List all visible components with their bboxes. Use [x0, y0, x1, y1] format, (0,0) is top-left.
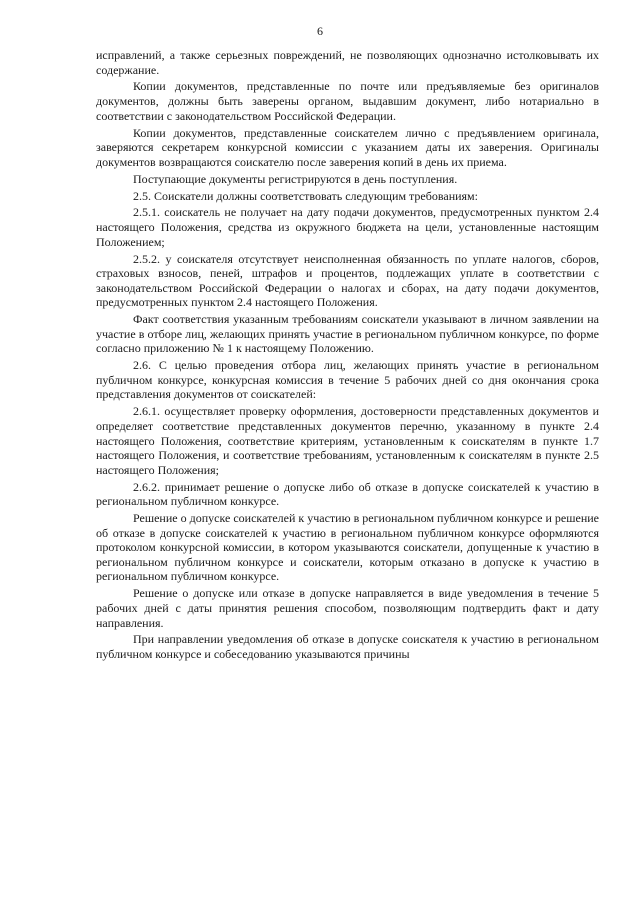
paragraph-registration: Поступающие документы регистрируются в день поступления. — [133, 171, 458, 186]
paragraph-compliance-fact: Факт соответствия указанным требованиям соискатели указывают в личном заявлении на участие в отборе лиц, желающих принять участие в региональном публичном конкурсе, по форме согласно приложению № 1 к настоящему Положению. — [96, 312, 599, 356]
paragraph-continuation: исправлений, а также серьезных повреждений, не позволяющих однозначно истолковывать их содержание. — [96, 48, 599, 77]
paragraph-decision-protocol: Решение о допуске соискателей к участию в региональном публичном конкурсе и решение об отказе в допуске соискателей к участию в региональном публичном конкурсе оформляются протоколом конкурсной комиссии, в котором указываются соискатели, допущенные к участию в региональном публичном конкурсе и соискатели, которым отказано в допуске к участию в региональном публичном конкурсе. — [96, 511, 599, 584]
paragraph-mail-copies: Копии документов, представленные по почте или предъявляемые без оригиналов документов, должны быть заверены органом, выдавшим документ, либо нотариально в соответствии с законодательством Российской Федерации. — [96, 79, 599, 123]
paragraph-personal-copies: Копии документов, представленные соискателем лично с предъявлением оригинала, заверяются секретарем конкурсной комиссии с указанием даты их заверения. Оригиналы документов возвращаются соискателю после заверения копий в день их приема. — [96, 125, 599, 169]
paragraph-notification: Решение о допуске или отказе в допуске направляется в виде уведомления в течение 5 рабочих дней с даты принятия решения способом, позволяющим подтвердить факт и дату направления. — [96, 586, 599, 630]
document-body — [96, 48, 599, 664]
paragraph-2-5-2: 2.5.2. у соискателя отсутствует неисполненная обязанность по уплате налогов, сборов, страховых взносов, пеней, штрафов и процентов, подлежащих уплате в соответствии с законодательством Российской Федерации о налогах и сборах, на дату подачи документов, предусмотренных пунктом 2.4 настоящего Положения. — [96, 251, 599, 310]
paragraph-2-5: 2.5. Соискатели должны соответствовать следующим требованиям: — [133, 188, 478, 203]
paragraph-2-6-2: 2.6.2. принимает решение о допуске либо об отказе в допуске соискателей к участию в региональном публичном конкурсе. — [96, 479, 599, 509]
page-number: 6 — [317, 24, 323, 38]
paragraph-refusal-reasons: При направлении уведомления об отказе в допуске соискателя к участию в региональном публичном конкурсе и собеседованию указываются причины — [96, 632, 599, 662]
paragraph-2-6: 2.6. С целью проведения отбора лиц, желающих принять участие в региональном публичном конкурсе, конкурсная комиссия в течение 5 рабочих дней со дня окончания срока представления документов от соискателей: — [96, 358, 599, 402]
paragraph-2-6-1: 2.6.1. осуществляет проверку оформления, достоверности представленных документов и определяет соответствие представленных документов перечню, указанному в пункте 2.4 настоящего Положения, соответствие критериям, установленным к соискателям в пункте 1.7 настоящего Положения, и соответствие требованиям, установленным к соискателям в пункте 2.5 настоящего Положения; — [96, 404, 599, 477]
paragraph-2-5-1: 2.5.1. соискатель не получает на дату подачи документов, предусмотренных пунктом 2.4 настоящего Положения, средства из окружного бюджета на цели, установленные настоящим Положением; — [96, 205, 599, 249]
